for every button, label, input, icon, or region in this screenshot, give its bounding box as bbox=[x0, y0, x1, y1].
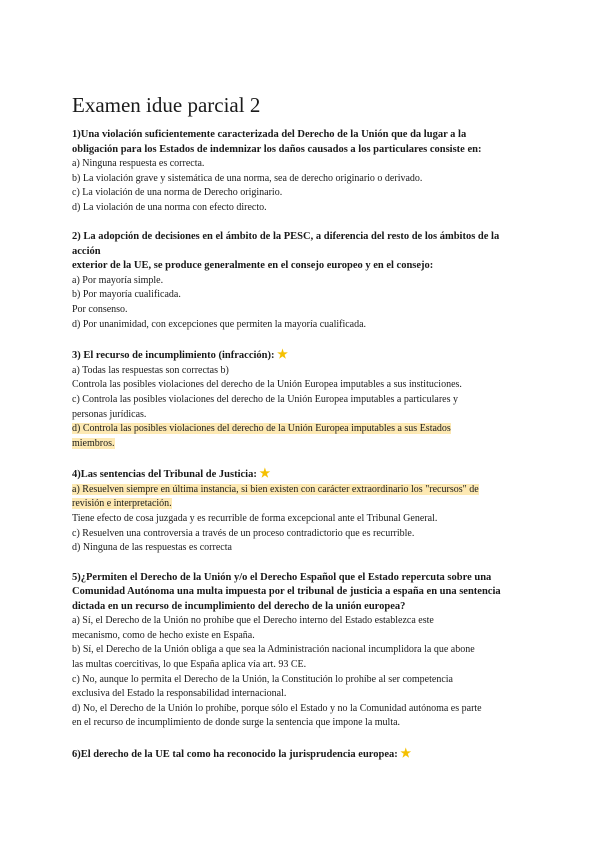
answer-text: c) No, aunque lo permita el Derecho de la Unión, la Constitución lo prohíbe al ser competencia bbox=[72, 673, 453, 685]
answer-line bbox=[72, 687, 532, 702]
question-heading-text: 4)Las sentencias del Tribunal de Justicia: bbox=[72, 469, 257, 481]
answer-line bbox=[72, 658, 532, 673]
answer-text: c) Resuelven una controversia a través de un proceso contradictorio que es recurrible. bbox=[72, 527, 415, 539]
question-heading-text: Comunidad Autónoma una multa impuesta por el tribunal de justicia a españa en una sentencia bbox=[72, 586, 501, 598]
question-heading bbox=[72, 128, 532, 143]
question-heading-text: 6)El derecho de la UE tal como ha reconocido la jurisprudencia europea: bbox=[72, 749, 398, 761]
question-heading-text: acción bbox=[72, 245, 101, 257]
answer-line bbox=[72, 673, 532, 688]
answer-line bbox=[72, 512, 532, 527]
question-heading bbox=[72, 347, 532, 364]
question-heading-text: 1)Una violación suficientemente caracterizada del Derecho de la Unión que da lugar a la bbox=[72, 129, 467, 140]
answer-line bbox=[72, 702, 532, 717]
question-4 bbox=[72, 466, 532, 555]
answer-text: d) Por unanimidad, con excepciones que permiten la mayoría cualificada. bbox=[72, 318, 367, 330]
answer-line bbox=[72, 422, 532, 437]
answer-line bbox=[72, 157, 532, 172]
question-heading bbox=[72, 600, 532, 615]
highlighted-answer-text: a) Resuelven siempre en última instancia, si bien existen con carácter extraordinario los "recursos" de bbox=[72, 483, 479, 495]
question-heading bbox=[72, 230, 532, 245]
answer-text: b) La violación grave y sistemática de una norma, sea de derecho originario o derivado. bbox=[72, 172, 423, 184]
answer-line bbox=[72, 541, 532, 556]
question-heading-text: exterior de la UE, se produce generalmente en el consejo europeo y en el consejo: bbox=[72, 260, 434, 272]
answer-text: b) Sí, el Derecho de la Unión obliga a que sea la Administración nacional incumplidora la que abone bbox=[72, 644, 475, 656]
highlighted-answer-text: revisión e interpretación. bbox=[72, 498, 172, 510]
question-list bbox=[72, 128, 532, 763]
answer-text: mecanismo, como de hecho existe en España. bbox=[72, 629, 255, 641]
answer-line bbox=[72, 527, 532, 542]
star-icon: ★ bbox=[277, 347, 288, 362]
star-icon: ★ bbox=[259, 466, 271, 481]
answer-line bbox=[72, 172, 532, 187]
answer-text: d) Ninguna de las respuestas es correcta bbox=[72, 542, 232, 554]
answer-line bbox=[72, 201, 532, 216]
answer-line bbox=[72, 288, 532, 303]
question-heading bbox=[72, 746, 532, 763]
question-heading-text: dictada en un recurso de incumplimiento del derecho de la unión europea? bbox=[72, 600, 406, 612]
answer-line bbox=[72, 643, 532, 658]
answer-line bbox=[72, 614, 532, 629]
answer-text: a) Todas las respuestas son correctas b) bbox=[72, 364, 229, 376]
answer-line bbox=[72, 303, 532, 318]
answer-line bbox=[72, 629, 532, 644]
answer-line bbox=[72, 408, 532, 423]
answer-text: d) No, el Derecho de la Unión lo prohíbe, porque sólo el Estado y no la Comunidad autónoma es parte bbox=[72, 702, 482, 714]
answer-line bbox=[72, 497, 532, 512]
star-icon: ★ bbox=[400, 746, 412, 761]
answer-line bbox=[72, 716, 532, 731]
answer-text: b) Por mayoría cualificada. bbox=[72, 289, 181, 301]
document-page bbox=[72, 92, 532, 778]
question-heading-text: obligación para los Estados de indemnizar los daños causados a los particulares consiste en: bbox=[72, 143, 482, 155]
question-heading-text: 2) La adopción de decisiones en el ámbito de la PESC, a diferencia del resto de los ámbitos de la bbox=[72, 231, 500, 243]
answer-line bbox=[72, 378, 532, 393]
question-heading bbox=[72, 571, 532, 586]
answer-text: a) Por mayoría simple. bbox=[72, 274, 164, 286]
answer-text: personas jurídicas. bbox=[72, 408, 147, 420]
answer-text: a) Ninguna respuesta es correcta. bbox=[72, 158, 205, 169]
question-heading bbox=[72, 143, 532, 158]
question-heading bbox=[72, 259, 532, 274]
highlighted-answer-text: d) Controla las posibles violaciones del derecho de la Unión Europea imputables a sus Estados bbox=[72, 423, 451, 435]
answer-text: Por consenso. bbox=[72, 304, 128, 316]
answer-line bbox=[72, 393, 532, 408]
question-2 bbox=[72, 230, 532, 332]
highlighted-answer-text: miembros. bbox=[72, 437, 115, 449]
question-heading bbox=[72, 466, 532, 483]
answer-text: Controla las posibles violaciones del derecho de la Unión Europea imputables a sus instituciones. bbox=[72, 379, 462, 391]
answer-line bbox=[72, 318, 532, 333]
answer-text: d) La violación de una norma con efecto directo. bbox=[72, 201, 267, 213]
answer-text: exclusiva del Estado la responsabilidad internacional. bbox=[72, 688, 287, 700]
question-heading bbox=[72, 585, 532, 600]
answer-text: las multas coercitivas, lo que España aplica vía art. 93 CE. bbox=[72, 659, 307, 671]
answer-line bbox=[72, 186, 532, 201]
question-6 bbox=[72, 746, 532, 763]
answer-line bbox=[72, 483, 532, 498]
answer-text: en el recurso de incumplimiento de donde surge la sentencia que impone la multa. bbox=[72, 717, 401, 729]
answer-text: a) Sí, el Derecho de la Unión no prohíbe que el Derecho interno del Estado establezca este bbox=[72, 615, 434, 627]
answer-text: c) La violación de una norma de Derecho originario. bbox=[72, 187, 283, 199]
document-title: Examen idue parcial 2 bbox=[72, 93, 261, 117]
answer-text: c) Controla las posibles violaciones del derecho de la Unión Europea imputables a particulares y bbox=[72, 393, 458, 405]
question-3 bbox=[72, 347, 532, 451]
answer-line bbox=[72, 364, 532, 379]
question-heading-text: 3) El recurso de incumplimiento (infracción): bbox=[72, 350, 275, 362]
answer-line bbox=[72, 437, 532, 452]
answer-line bbox=[72, 274, 532, 289]
answer-text: Tiene efecto de cosa juzgada y es recurrible de forma excepcional ante el Tribunal General. bbox=[72, 513, 438, 524]
question-heading-text: 5)¿Permiten el Derecho de la Unión y/o el Derecho Español que el Estado repercuta sobre una bbox=[72, 571, 492, 583]
question-1 bbox=[72, 128, 532, 215]
question-heading bbox=[72, 245, 532, 260]
question-5 bbox=[72, 571, 532, 731]
